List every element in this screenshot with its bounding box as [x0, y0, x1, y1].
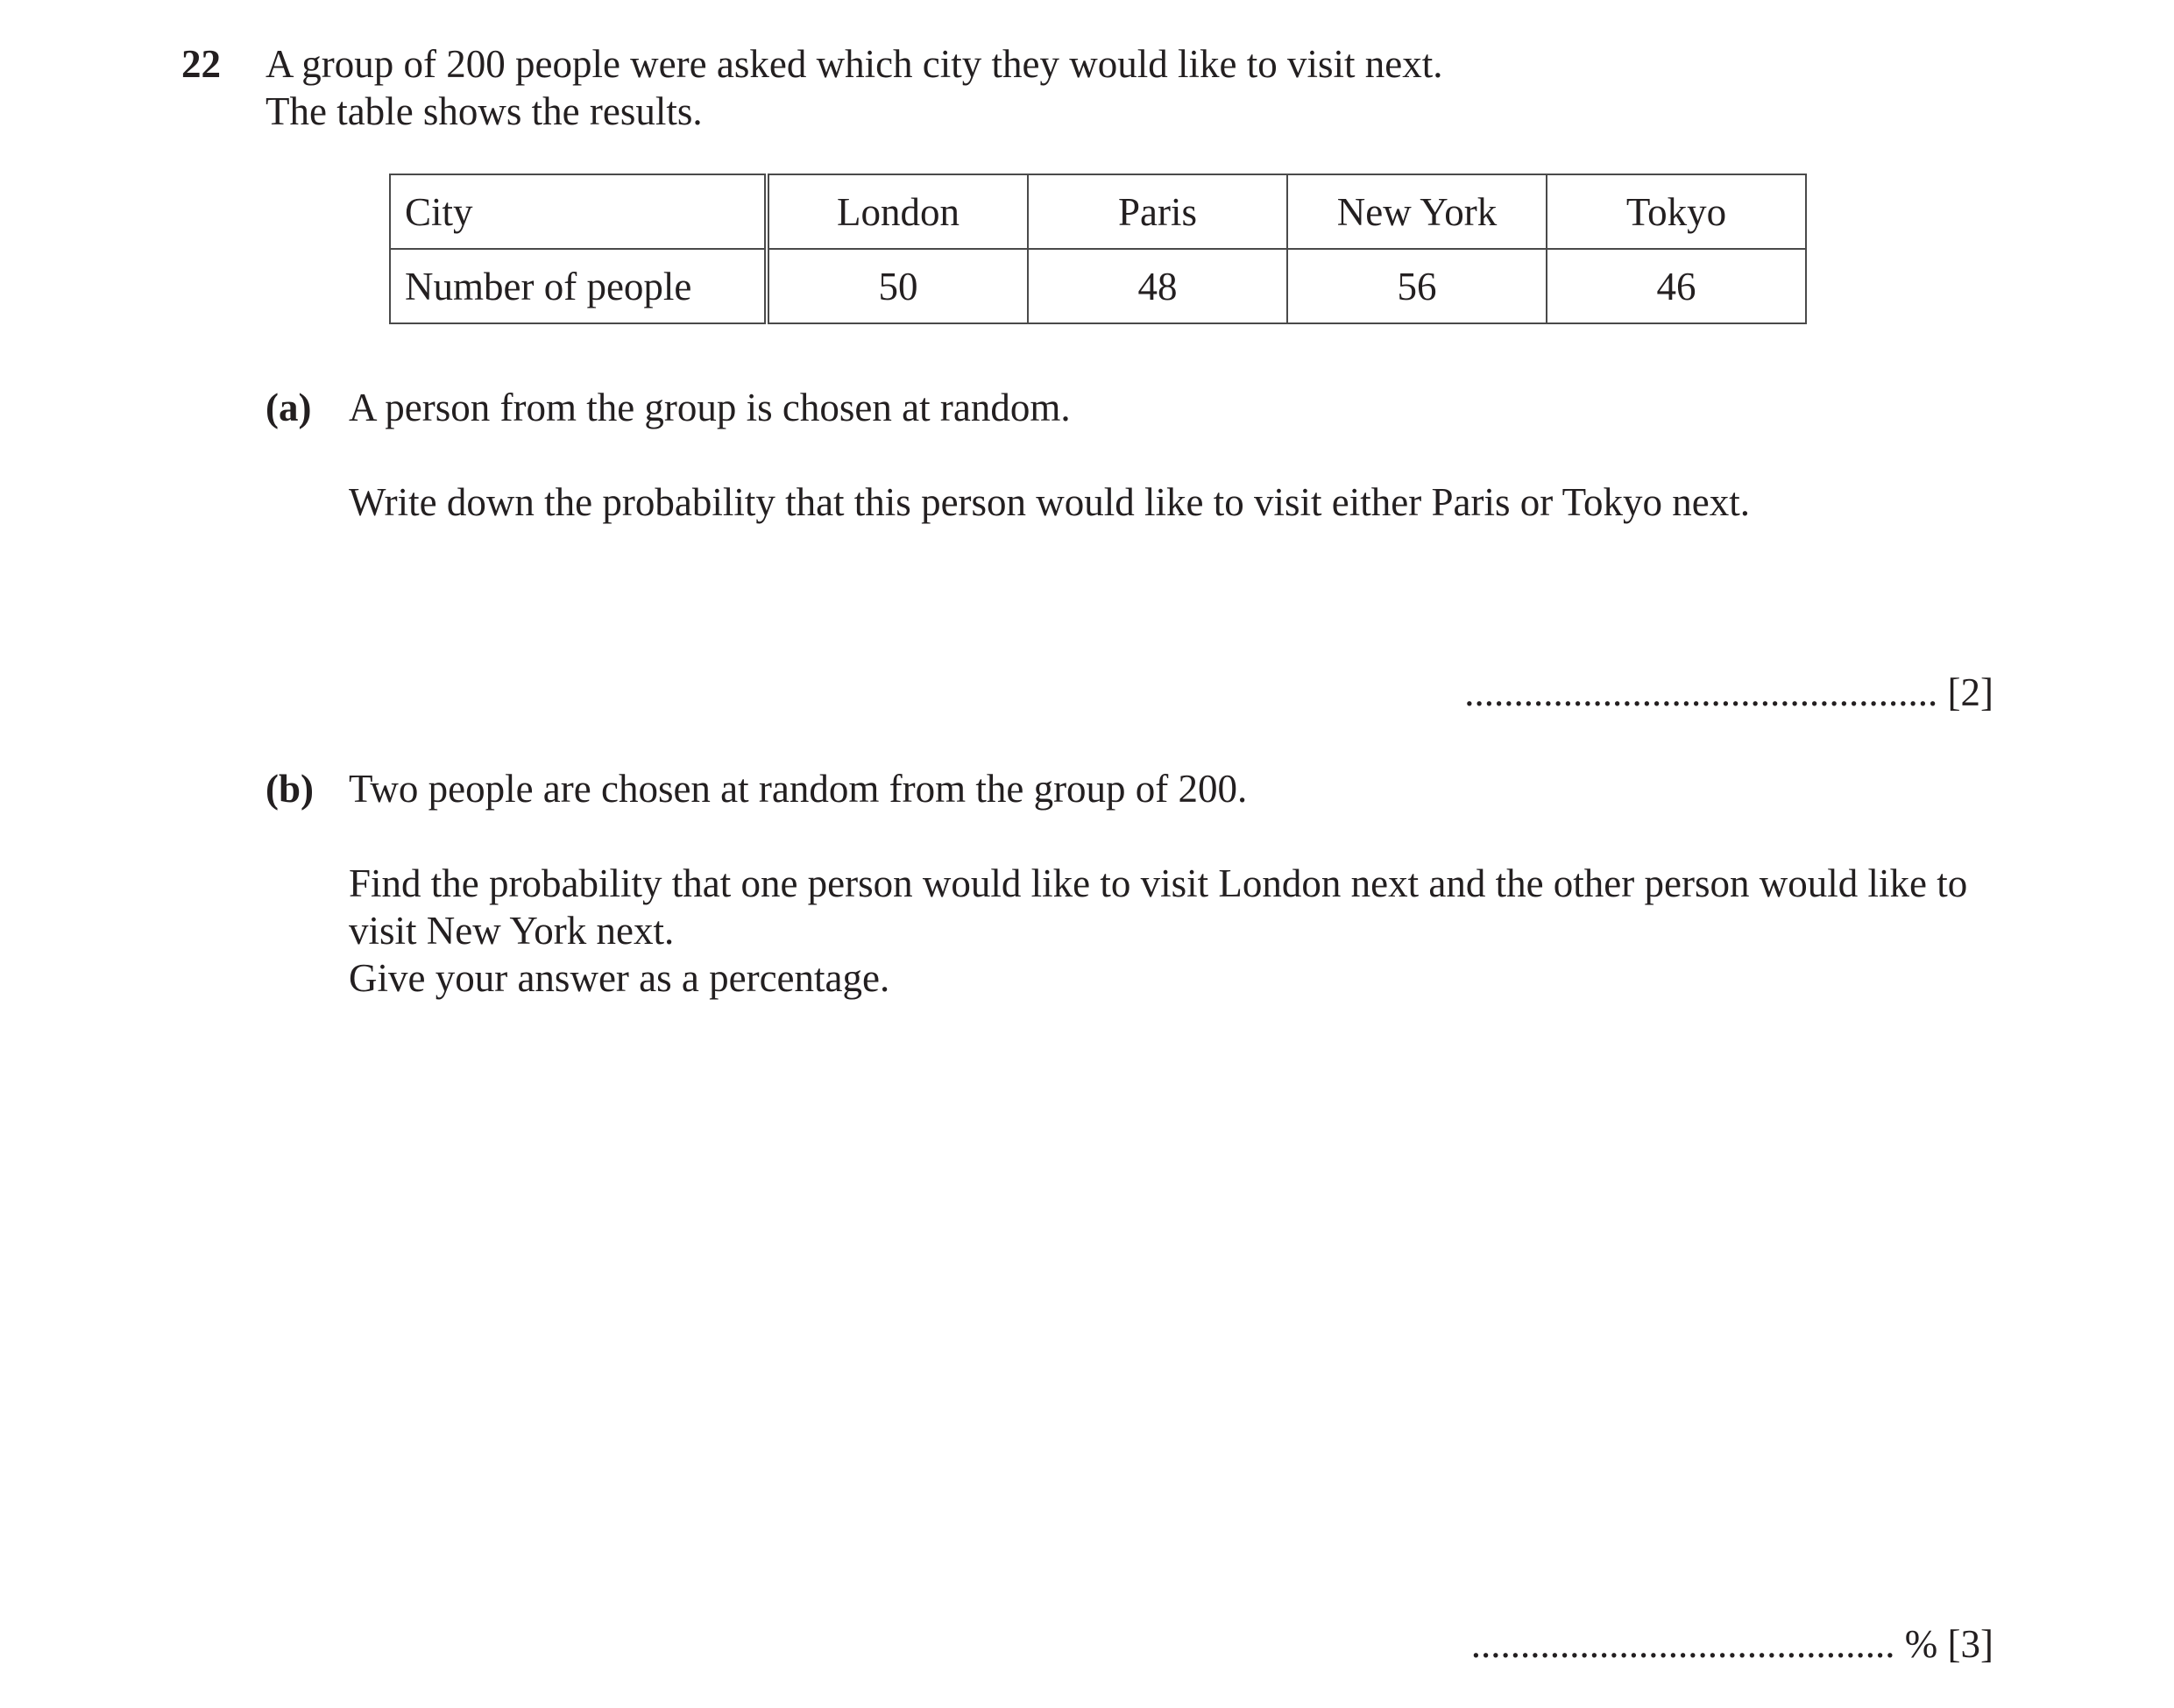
part-a-label: (a) — [266, 386, 312, 429]
table-row-number — [390, 249, 1806, 323]
part-a-answer-line[interactable]: ................................................ — [1464, 670, 1938, 714]
table-row-header-number: Number of people — [390, 249, 767, 323]
question-intro-line-1: A group of 200 people were asked which city they would like to visit next. — [266, 42, 1443, 86]
table-cell-count-tokyo: 46 — [1547, 249, 1806, 323]
table-cell-city-london: London — [767, 174, 1028, 249]
part-b-label: (b) — [266, 767, 314, 811]
part-b-text-line-4: Give your answer as a percentage. — [349, 956, 890, 1000]
table-cell-count-london: 50 — [767, 249, 1028, 323]
part-a-answer-area[interactable] — [1464, 669, 1993, 716]
part-b-marks: [3] — [1947, 1622, 1993, 1666]
part-a-marks: [2] — [1947, 670, 1993, 714]
part-b-unit: % — [1904, 1622, 1938, 1666]
table-cell-count-new-york: 56 — [1287, 249, 1547, 323]
table-cell-city-paris: Paris — [1028, 174, 1287, 249]
table-row-city — [390, 174, 1806, 249]
part-b-text-line-1: Two people are chosen at random from the group of 200. — [349, 767, 1248, 811]
table-cell-count-paris: 48 — [1028, 249, 1287, 323]
part-b-answer-line[interactable]: ........................................... — [1470, 1622, 1895, 1666]
table-cell-city-tokyo: Tokyo — [1547, 174, 1806, 249]
question-number: 22 — [181, 42, 221, 86]
table-row-header-city: City — [390, 174, 767, 249]
part-b-answer-area[interactable] — [1471, 1620, 1993, 1668]
part-a-text-line-1: A person from the group is chosen at random. — [349, 386, 1071, 429]
part-b-text-line-2: Find the probability that one person would like to visit London next and the other person would like to — [349, 861, 1968, 905]
question-intro-line-2: The table shows the results. — [266, 89, 703, 133]
results-table — [389, 174, 1807, 324]
part-b-text-line-3: visit New York next. — [349, 909, 675, 953]
part-a-text-line-2: Write down the probability that this person would like to visit either Paris or Tokyo next. — [349, 480, 1750, 524]
table-cell-city-new-york: New York — [1287, 174, 1547, 249]
